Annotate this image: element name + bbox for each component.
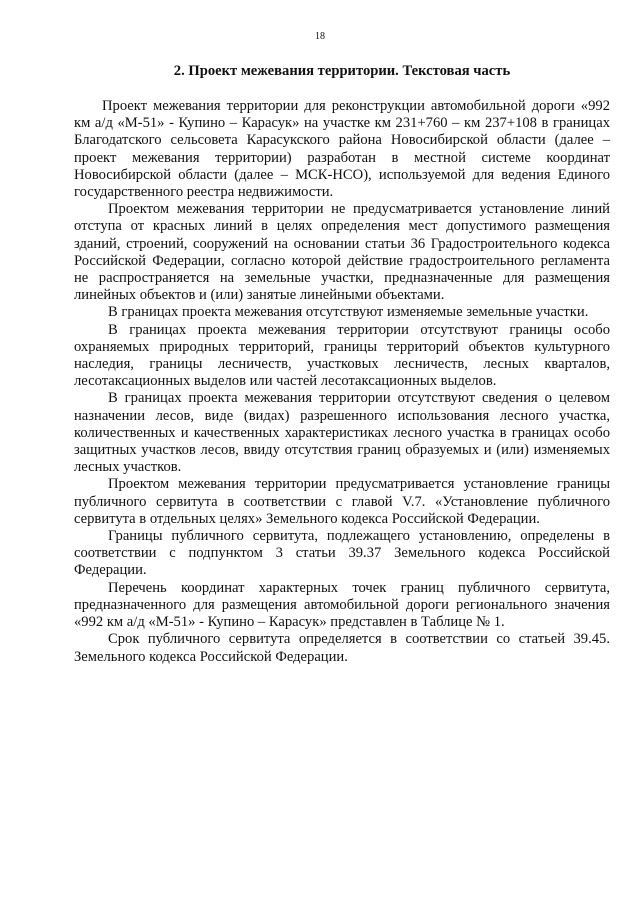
paragraph-forest-info: В границах проекта межевания территории отсутствуют сведения о целевом назначении лесов, виде (видах) разрешенного использования лесного участка, количественных и качественных характеристиках лесного участка в границах особо защитных участков лесов, ввиду отсутствия границ образуемых и (или) изменяемых лесных участков. bbox=[74, 390, 610, 476]
paragraph-easement-establishment: Проектом межевания территории предусматривается установление границы публичного сервитута в соответствии с главой V.7. «Установление публичного сервитута в отдельных целях» Земельного кодекса Российской Федерации. bbox=[74, 476, 610, 527]
paragraph-easement-boundaries: Границы публичного сервитута, подлежащего установлению, определены в соответствии с подпунктом 3 статьи 39.37 Земельного кодекса Российской Федерации. bbox=[74, 528, 610, 579]
page-number: 18 bbox=[315, 31, 325, 42]
paragraph-protected-areas: В границах проекта межевания территории отсутствуют границы особо охраняемых природных территорий, границы территорий объектов культурного наследия, границы лесничеств, участковых лесничеств, лесных кварталов, лесотаксационных выделов или частей лесотаксационных выделов. bbox=[74, 321, 610, 390]
paragraph-survey-basis: Проект межевания территории для реконструкции автомобильной дороги «992 км а/д «М-51» - Купино – Карасук» на участке км 231+760 – км 237+108 в границах Благодатского сельсовета Карасукского района Новосибирской области (далее – проект межевания территории) разработан в местной системе координат Новосибирской области (далее – МСК-НСО), используемой для ведения Единого государственного реестра недвижимости. bbox=[74, 98, 610, 201]
paragraph-coordinates-list: Перечень координат характерных точек границ публичного сервитута, предназначенного для размещения автомобильной дороги регионального значения «992 км а/д «М-51» - Купино – Карасук» представлен в Таблице № 1. bbox=[74, 579, 610, 631]
section-heading: 2. Проект межевания территории. Текстовая часть bbox=[173, 63, 511, 79]
section-body bbox=[74, 98, 610, 666]
paragraph-setback-lines: Проектом межевания территории не предусматривается установление линий отступа от красных линий в целях определения мест допустимого размещения зданий, строений, сооружений на основании статьи 36 Градостроительного кодекса Российской Федерации, согласно которой действие градостроительного регламента не распространяется на земельные участки, предназначенные для размещения линейных объектов и (или) занятые линейными объектами. bbox=[74, 201, 610, 304]
paragraph-easement-term: Срок публичного сервитута определяется в соответствии со статьей 39.45. Земельного кодекса Российской Федерации. bbox=[74, 631, 610, 665]
paragraph-changed-plots: В границах проекта межевания отсутствуют изменяемые земельные участки. bbox=[108, 304, 589, 321]
